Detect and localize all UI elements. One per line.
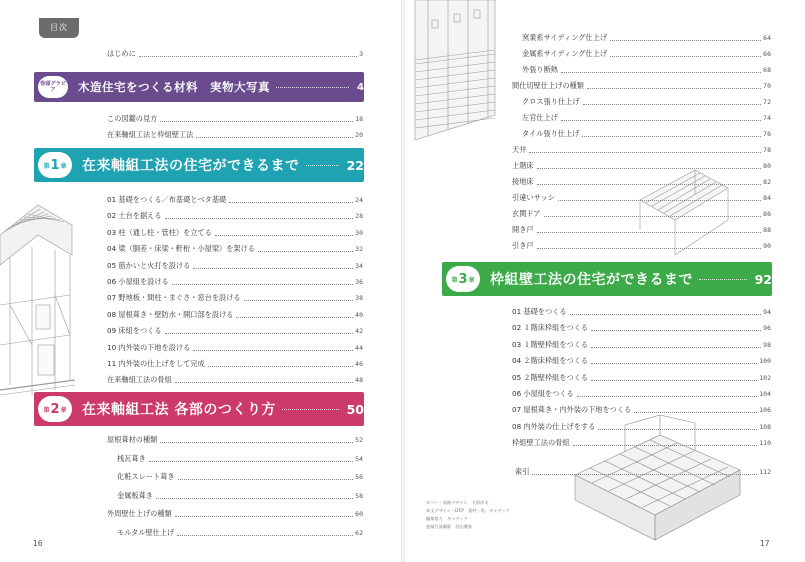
chapter1-page: 22 [346,157,364,173]
toc-entry[interactable] [107,507,363,521]
toc-entry[interactable] [117,526,363,540]
exterior-wall-section-illustration [410,0,500,150]
toc-leader-dots [175,382,353,383]
chapter3-badge: 第 3 章 [446,266,480,292]
toc-entry-page: 88 [763,226,771,234]
index-leader-dots [532,474,757,475]
toc-entry[interactable] [512,239,771,253]
toc-entry[interactable] [512,191,771,205]
toc-leader-dots [561,72,761,73]
toc-entry[interactable] [522,63,771,77]
toc-entry-label: 天井 [512,145,527,154]
toc-leader-dots [165,333,354,334]
toc-entry-label: 01 基礎をつくる [512,307,567,316]
toc-entry-label: 03 １階壁枠組をつくる [512,339,589,349]
toc-entry-page: 60 [355,510,363,518]
toc-entry-page: 106 [759,406,771,415]
gravure-leader-dots [276,87,349,88]
toc-entry-label: 04 梁（胴差・床梁・軒桁・小屋梁）を架ける [107,244,255,254]
toc-leader-dots [577,396,758,397]
toc-leader-dots [561,120,761,121]
toc-leader-dots [156,498,353,499]
toc-entry[interactable] [107,47,363,61]
toc-entry-page: 70 [763,82,771,90]
gravure-page: 4 [357,81,364,93]
toc-entry-label: 09 床組をつくる [107,326,162,336]
toc-leader-dots [544,216,762,217]
toc-entry-page: 98 [763,340,771,349]
toc-entry-page: 32 [355,245,363,254]
chapter3-title: 枠組壁工法の住宅ができるまで [490,272,693,288]
chapter1-leader-dots [306,165,339,166]
toc-leader-dots [570,314,762,315]
book-gutter [401,0,405,562]
toc-entry[interactable] [512,143,771,157]
toc-entry[interactable] [512,371,771,385]
toc-leader-dots [177,535,353,536]
toc-entry[interactable] [107,112,363,126]
toc-entry-page: 46 [355,360,363,368]
toc-entry-page: 68 [763,66,771,74]
toc-entry[interactable] [512,207,771,221]
toc-entry-page: 104 [759,390,771,398]
toc-entry-page: 94 [763,308,771,316]
toc-leader-dots [149,461,353,462]
toc-leader-dots [165,218,354,219]
chapter2-leader-dots [282,409,339,410]
toc-entry-page: 110 [759,439,771,448]
toc-leader-dots [175,516,353,517]
toc-entry[interactable] [522,111,771,125]
toc-entry-page: 42 [355,327,363,336]
toc-entry-page: 58 [355,491,363,500]
toc-entry-page: 78 [763,146,771,154]
toc-leader-dots [610,56,761,57]
toc-leader-dots [178,479,354,480]
toc-entry-label: 枠組壁工法の骨組 [512,438,570,448]
toc-entry-label: クロス張り仕上げ [522,97,580,106]
toc-entry-label: 08 内外装の仕上げをする [512,421,596,431]
toc-entry-label: 上階床 [512,161,534,170]
toc-leader-dots [634,412,757,413]
toc-leader-dots [258,251,353,252]
toc-entry-label: 桟瓦葺き [117,453,146,463]
toc-entry-label: 化粧スレート葺き [117,472,175,481]
toc-entry-page: 54 [355,454,363,463]
chapter3-banner[interactable] [442,262,772,296]
toc-entry-label: 11 内外装の仕上げをして完成 [107,359,205,368]
toc-entry-page: 86 [763,210,771,218]
toc-leader-dots [598,429,757,430]
toc-entry[interactable] [522,31,771,45]
toc-entry-label: 窯業系サイディング仕上げ [522,33,608,42]
toc-entry-page: 66 [763,50,771,58]
toc-leader-dots [236,317,353,318]
toc-entry[interactable] [512,159,771,173]
toc-entry-label: 05 ２階壁枠組をつくる [512,372,589,382]
toc-entry[interactable] [512,420,771,434]
toc-entry-page: 36 [355,278,363,286]
credit-line: 編集協力 キャデック [426,516,468,521]
toc-leader-dots [537,168,762,169]
toc-entry-page: 82 [763,178,771,186]
toc-entry[interactable] [107,357,363,371]
toc-entry-page: 62 [355,528,363,537]
toc-entry-page: 34 [355,261,363,270]
toc-entry-page: 52 [355,436,363,444]
toc-entry-label: 開き戸 [512,225,534,234]
toc-entry[interactable] [522,95,771,109]
toc-entry-label: はじめに [107,49,136,58]
toc-entry-label: 02 土台を据える [107,211,162,221]
toc-entry-label: この図鑑の見方 [107,114,158,123]
toc-entry-label: 在来軸組工法と枠組壁工法 [107,130,194,139]
toc-entry[interactable] [522,127,771,141]
toc-entry-label: 間仕切壁仕上げの種類 [512,81,584,90]
right-page-number: 17 [760,539,770,548]
toc-entry[interactable] [512,387,771,401]
toc-leader-dots [193,350,353,351]
toc-entry-label: 在来軸組工法の骨組 [107,375,172,385]
toc-entry[interactable] [107,128,363,142]
toc-entry-label: 07 野地板・間柱・まぐさ・窓台を設ける [107,293,241,303]
toc-header-tab: 目次 [39,18,79,38]
toc-entry-label: 外周壁仕上げの種類 [107,509,172,518]
toc-leader-dots [587,88,761,89]
toc-leader-dots [193,268,353,269]
toc-leader-dots [229,202,353,203]
toc-leader-dots [160,442,353,443]
toc-entry-page: 48 [355,376,363,385]
toc-entry[interactable] [512,79,771,93]
toc-entry-label: 02 １階床枠組をつくる [512,323,589,333]
toc-entry-page: 76 [763,130,771,138]
gravure-badge: 巻頭グラビア [38,76,68,98]
toc-leader-dots [537,248,762,249]
toc-entry[interactable] [512,354,771,368]
gravure-title: 木造住宅をつくる材料 実物大写真 [78,80,270,94]
toc-entry-label: 04 ２階床枠組をつくる [512,356,589,366]
toc-entry-page: 28 [355,212,363,221]
toc-entry-page: 38 [355,294,363,303]
toc-entry[interactable] [512,305,771,319]
toc-entry-page: 44 [355,343,363,352]
toc-entry-page: 80 [763,162,771,170]
toc-entry-label: モルタル壁仕上げ [117,527,175,537]
toc-entry-page: 108 [759,422,771,431]
toc-entry-page: 64 [763,34,771,42]
toc-leader-dots [591,347,761,348]
toc-entry-page: 96 [763,324,771,333]
toc-leader-dots [558,200,761,201]
toc-leader-dots [582,136,761,137]
toc-entry-label: 金属系サイディング仕上げ [522,49,608,58]
index-page: 112 [759,468,771,476]
chapter3-leader-dots [699,279,747,280]
toc-entry-label: 接地床 [512,177,534,186]
toc-entry-label: タイル張り仕上げ [522,129,580,138]
toc-leader-dots [591,380,757,381]
toc-entry[interactable] [107,226,363,240]
gravure-banner[interactable] [34,72,364,102]
toc-leader-dots [160,121,353,122]
toc-leader-dots [208,366,353,367]
credit-line: 巻頭写真撮影 西山雅弥 [426,524,473,529]
toc-entry[interactable] [107,433,363,447]
left-page-number: 16 [33,539,43,548]
chapter3-page: 92 [754,271,772,287]
toc-entry-page: 102 [759,373,771,382]
toc-entry-page: 20 [355,131,363,139]
chapter2-banner[interactable] [34,392,364,426]
toc-entry-label: 06 小屋組を設ける [107,277,169,286]
toc-entry[interactable] [117,489,363,503]
toc-entry[interactable] [107,308,363,322]
toc-leader-dots [215,235,353,236]
toc-entry[interactable] [512,436,771,450]
toc-leader-dots [610,40,761,41]
toc-entry-page: 3 [359,50,363,58]
toc-entry-label: 01 基礎をつくる／布基礎とベタ基礎 [107,195,227,204]
toc-entry[interactable] [512,321,771,335]
index-entry[interactable] [515,465,771,479]
toc-leader-dots [172,284,353,285]
toc-entry-label: 外張り断熱 [522,65,558,74]
toc-entry[interactable] [117,452,363,466]
chapter2-badge: 第 2 章 [38,396,72,422]
toc-entry-page: 90 [763,242,771,250]
toc-entry-page: 40 [355,310,363,319]
toc-leader-dots [537,232,762,233]
credit-line: 本文デザイン・DTP 島村一男、キャデック [426,508,510,513]
chapter1-banner[interactable] [34,148,364,182]
toc-entry-page: 74 [763,114,771,122]
toc-leader-dots [583,104,762,105]
toc-entry[interactable] [107,341,363,355]
toc-entry-page: 72 [763,98,771,106]
credits-block [426,499,510,531]
toc-entry[interactable] [107,242,363,256]
toc-entry[interactable] [512,403,771,417]
toc-entry-label: 08 屋根葺き・壁防水・開口部を設ける [107,309,234,319]
toc-leader-dots [591,330,761,331]
toc-entry-page: 18 [355,115,363,123]
toc-leader-dots [244,300,354,301]
chapter2-title: 在来軸組工法 各部のつくり方 [82,402,276,418]
toc-entry[interactable] [107,373,363,387]
toc-entry-page: 56 [355,473,363,481]
toc-entry-label: 03 柱（通し柱・管柱）を立てる [107,227,212,237]
toc-entry-label: 左官仕上げ [522,113,558,122]
toc-entry-label: 06 小屋組をつくる [512,389,574,398]
toc-entry[interactable] [512,338,771,352]
chapter2-page: 50 [346,401,364,417]
toc-entry[interactable] [107,209,363,223]
toc-leader-dots [537,184,762,185]
toc-entry-label: 引き戸 [512,241,534,250]
toc-leader-dots [196,137,353,138]
toc-leader-dots [529,152,761,153]
timber-frame-house-illustration [0,195,78,405]
toc-entry-page: 30 [355,228,363,237]
toc-entry[interactable] [512,223,771,237]
toc-entry-label: 屋根葺材の種類 [107,435,158,444]
toc-leader-dots [139,56,357,57]
credit-line: カバー・表紙デザイン 大杉彦夫 [426,500,489,505]
toc-entry[interactable] [512,175,771,189]
toc-entry[interactable] [117,470,363,484]
toc-entry-label: 05 筋かいと火打を設ける [107,260,191,270]
toc-entry[interactable] [107,193,363,207]
toc-entry[interactable] [107,275,363,289]
toc-entry-label: 07 屋根葺き・内外装の下地をつくる [512,405,632,415]
toc-leader-dots [573,445,758,446]
toc-entry[interactable] [107,324,363,338]
toc-entry-page: 24 [355,196,363,204]
toc-entry-label: 玄関ドア [512,209,541,218]
platform-frame-illustration [565,415,745,545]
chapter1-title: 在来軸組工法の住宅ができるまで [82,158,300,174]
toc-entry-label: 引違いサッシ [512,193,555,202]
toc-entry-label: 10 内外装の下地を設ける [107,342,191,352]
toc-entry-page: 100 [759,357,771,366]
toc-entry-label: 金属板葺き [117,490,153,500]
toc-entry-page: 84 [763,194,771,202]
toc-entry[interactable] [522,47,771,61]
chapter1-badge: 第 1 章 [38,152,72,178]
toc-entry[interactable] [107,259,363,273]
toc-leader-dots [591,363,757,364]
toc-entry[interactable] [107,291,363,305]
index-label: 索引 [515,467,530,476]
